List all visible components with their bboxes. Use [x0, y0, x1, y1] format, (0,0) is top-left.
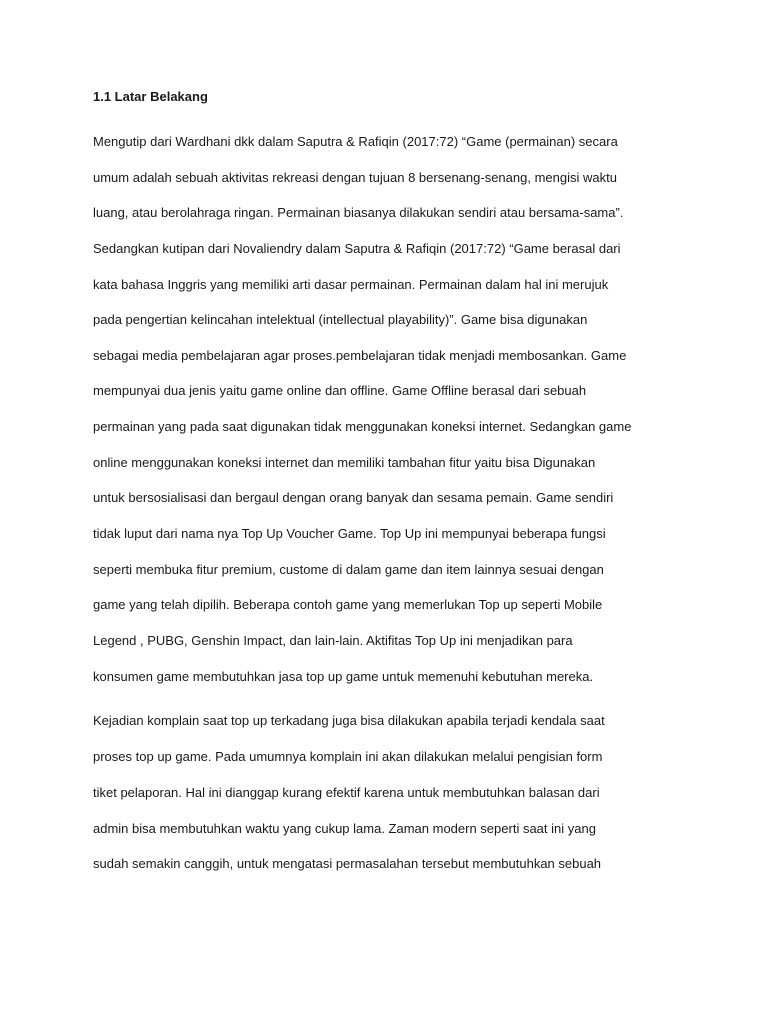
paragraph-line: Sedangkan kutipan dari Novaliendry dalam Saputra & Rafiqin (2017:72) “Game berasal dari [93, 241, 621, 256]
paragraph-line: sudah semakin canggih, untuk mengatasi permasalahan tersebut membutuhkan sebuah [93, 856, 602, 871]
paragraph-line: Legend , PUBG, Genshin Impact, dan lain-lain. Aktifitas Top Up ini menjadikan para [93, 633, 573, 648]
paragraph-line: tiket pelaporan. Hal ini dianggap kurang efektif karena untuk membutuhkan balasan dari [93, 785, 600, 800]
paragraph-line: sebagai media pembelajaran agar proses.pembelajaran tidak menjadi membosankan. Game [93, 348, 627, 363]
paragraph-line: mempunyai dua jenis yaitu game online dan offline. Game Offline berasal dari sebuah [93, 383, 587, 398]
paragraph-line: seperti membuka fitur premium, custome di dalam game dan item lainnya sesuai dengan [93, 562, 604, 577]
paragraph-line: tidak luput dari nama nya Top Up Voucher Game. Top Up ini mempunyai beberapa fungsi [93, 526, 606, 541]
paragraph-line: kata bahasa Inggris yang memiliki arti dasar permainan. Permainan dalam hal ini merujuk [93, 277, 609, 292]
paragraph-line: permainan yang pada saat digunakan tidak menggunakan koneksi internet. Sedangkan game [93, 419, 632, 434]
paragraph-line: pada pengertian kelincahan intelektual (intellectual playability)”. Game bisa digunakan [93, 312, 588, 327]
paragraph-line: online menggunakan koneksi internet dan memiliki tambahan fitur yaitu bisa Digunakan [93, 455, 596, 470]
paragraph-line: umum adalah sebuah aktivitas rekreasi dengan tujuan 8 bersenang-senang, mengisi waktu [93, 170, 617, 185]
paragraph-line: Mengutip dari Wardhani dkk dalam Saputra & Rafiqin (2017:72) “Game (permainan) secara [93, 134, 618, 149]
paragraph-line: Kejadian komplain saat top up terkadang juga bisa dilakukan apabila terjadi kendala saat [93, 713, 605, 728]
paragraph-line: game yang telah dipilih. Beberapa contoh game yang memerlukan Top up seperti Mobile [93, 597, 603, 612]
paragraph-line: admin bisa membutuhkan waktu yang cukup lama. Zaman modern seperti saat ini yang [93, 821, 596, 836]
section-heading: 1.1 Latar Belakang [93, 89, 208, 104]
paragraph-line: konsumen game membutuhkan jasa top up game untuk memenuhi kebutuhan mereka. [93, 669, 594, 684]
paragraph-line: luang, atau berolahraga ringan. Permainan biasanya dilakukan sendiri atau bersama-sama”. [93, 205, 624, 220]
paragraph-line: untuk bersosialisasi dan bergaul dengan orang banyak dan sesama pemain. Game sendiri [93, 490, 614, 505]
paragraph-line: proses top up game. Pada umumnya komplain ini akan dilakukan melalui pengisian form [93, 749, 603, 764]
